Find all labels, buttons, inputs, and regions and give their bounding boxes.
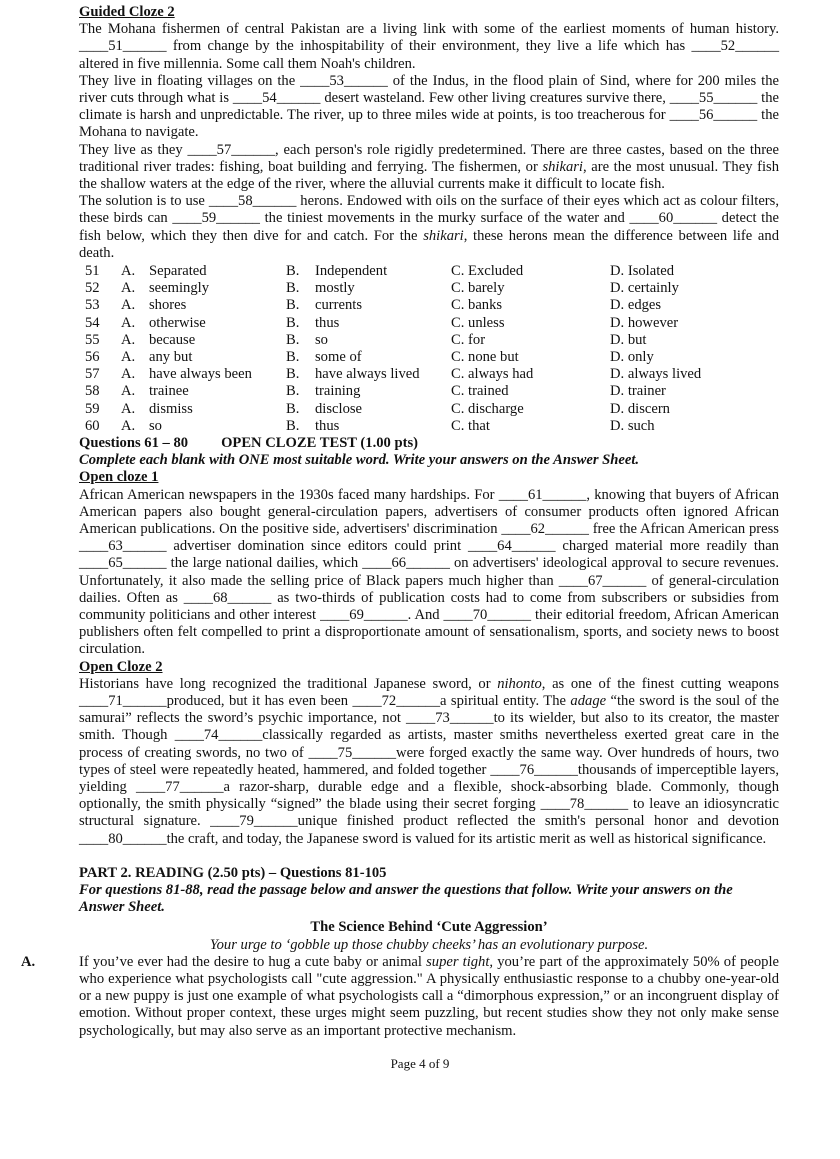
option-row-53 — [79, 297, 779, 314]
blank-80: ____80______ — [79, 830, 167, 847]
option-c: C. banks — [451, 297, 503, 314]
option-c: C. barely — [451, 280, 505, 297]
option-a: have always been — [149, 366, 252, 383]
open-cloze-section-heading — [79, 435, 779, 452]
blank-72: ____72______ — [352, 692, 440, 709]
question-number: 51 — [85, 263, 100, 280]
questions-range: Questions 61 – 80 — [79, 434, 189, 451]
text: , knowing that buyers of African American papers also bought general-circulation papers, advertisers of consumer products often ignored African American publications. On the positive side, advertisers' discrimination — [79, 486, 779, 537]
blank-64: ____64______ — [467, 538, 556, 555]
text: their editorial freedom, African American publishers often felt compelled to print a disproportionate amount of sensationalism, sports, and society news to boost circulation. — [79, 606, 779, 658]
option-d: D. but — [610, 331, 647, 348]
option-row-52 — [79, 280, 779, 297]
option-c: C. trained — [451, 383, 509, 400]
shikari-term: shikari — [423, 227, 464, 244]
blank-56: ____56______ — [669, 107, 758, 124]
text: free the African American press — [588, 520, 779, 537]
option-d: D. however — [610, 314, 679, 331]
blank-73: ____73______ — [406, 710, 494, 727]
question-number: 60 — [85, 417, 100, 434]
option-b: some of — [315, 348, 362, 365]
blank-57: ____57______ — [187, 141, 276, 158]
option-row-54 — [79, 315, 779, 332]
blank-66: ____66______ — [362, 555, 450, 572]
guided-cloze-2-heading: Guided Cloze 2 — [79, 4, 175, 20]
page-number: Page 4 of 9 — [390, 1056, 450, 1071]
option-d: D. trainer — [610, 383, 666, 400]
text: advertiser domination since editors could print — [166, 538, 468, 555]
letter-b: B. — [286, 400, 300, 417]
text: the Mohana to navigate. — [79, 107, 779, 141]
option-c: C. unless — [451, 314, 505, 331]
question-number: 54 — [85, 314, 100, 331]
blank-68: ____68______ — [183, 589, 272, 606]
blank-55: ____55______ — [669, 90, 758, 107]
blank-62: ____62______ — [501, 520, 589, 537]
part-2-instruction: For questions 81-88, read the passage below and answer the questions that follow. Write your answers on the Answer Sheet. — [79, 882, 733, 916]
letter-b: B. — [286, 366, 300, 383]
blank-60: ____60______ — [629, 210, 718, 227]
text: thousands of imperceptible layers, yielding — [79, 761, 779, 795]
option-b: have always lived — [315, 366, 420, 383]
text: of the Indus, in the flood plain of Sind, where for 200 miles the river cuts through what is — [79, 72, 780, 107]
letter-b: B. — [286, 331, 300, 348]
letter-a: A. — [121, 331, 136, 348]
option-b: Independent — [315, 263, 388, 280]
passage-title: The Science Behind ‘Cute Aggression’ — [310, 919, 548, 936]
question-number: 52 — [85, 280, 100, 297]
option-d: D. Isolated — [610, 263, 675, 280]
letter-b: B. — [286, 314, 300, 331]
blank-59: ____59______ — [172, 210, 260, 227]
option-row-56 — [79, 349, 779, 366]
option-row-60 — [79, 418, 779, 435]
text: , each person's role rigidly predetermined. There are three castes, based on the three traditional river trades: fishing, boat building and ferrying. The fishermen, or — [79, 141, 780, 175]
blank-74: ____74______ — [174, 727, 263, 744]
text: to its wielder, but also to its creator, the master smith. Though — [79, 710, 779, 744]
text: a spiritual entity. The — [440, 692, 571, 709]
option-c: C. for — [451, 331, 486, 348]
letter-a: A. — [121, 366, 136, 383]
text: “the sword is the soul of the samurai” reflects the sword’s psychic importance, not — [79, 692, 779, 727]
option-b: thus — [315, 314, 340, 331]
blank-67: ____67______ — [558, 572, 647, 589]
text: produced, but it has even been — [166, 692, 353, 709]
text: , are the most unusual. They fish the shallow waters at the edge of the river, where the alluvial currents make it difficult to locate fish. — [79, 158, 779, 193]
option-b: training — [315, 383, 361, 400]
text: the climate is harsh and unpredictable. The river, up to three miles wide at points, is too treacherous for — [79, 90, 779, 124]
option-a: seemingly — [149, 280, 209, 297]
section-title: OPEN CLOZE TEST (1.00 pts) — [221, 434, 418, 451]
option-row-59 — [79, 401, 779, 418]
blank-63: ____63______ — [79, 538, 167, 555]
option-c: C. Excluded — [451, 263, 524, 280]
blank-79: ____79______ — [210, 813, 298, 830]
option-row-55 — [79, 332, 779, 349]
text: detect the fish below, which they then dive for and catch. For the — [79, 210, 779, 244]
option-d: D. certainly — [610, 280, 679, 297]
question-number: 58 — [85, 383, 100, 400]
letter-a: A. — [121, 280, 136, 297]
gc2-paragraph-4 — [79, 193, 779, 262]
emphasis: super tight, — [426, 953, 494, 970]
option-c: C. always had — [451, 366, 534, 383]
blank-58: ____58______ — [208, 193, 297, 210]
option-b: mostly — [315, 280, 355, 297]
option-a: any but — [149, 348, 193, 365]
option-b: thus — [315, 417, 340, 434]
question-number: 56 — [85, 348, 100, 365]
blank-78: ____78______ — [540, 796, 629, 813]
part-2-heading: PART 2. READING (2.50 pts) – Questions 81-105 — [79, 864, 387, 881]
option-b: so — [315, 331, 328, 348]
blank-61: ____61______ — [498, 486, 587, 503]
text: the tiniest movements in the murky surface of the water and — [259, 210, 630, 227]
option-row-58 — [79, 383, 779, 400]
text: a razor-sharp, durable edge and a flexible, shock-absorbing blade. Commonly, though optionally, the smith physically “signed” the blade using their secret forging — [79, 778, 779, 813]
text: desert wasteland. Few other living creatures survive there, — [320, 90, 670, 107]
option-b: disclose — [315, 400, 363, 417]
blank-69: ____69______ — [320, 606, 408, 623]
letter-b: B. — [286, 417, 300, 434]
blank-54: ____54______ — [232, 90, 321, 107]
option-a: otherwise — [149, 314, 206, 331]
text: . And — [407, 606, 444, 623]
text: on advertisers' ideological approval to secure revenues. Unfortunately, it also made the selling price of Black papers much higher than — [79, 555, 779, 589]
text: The solution is to use — [79, 193, 209, 210]
letter-b: B. — [286, 280, 300, 297]
gc2-paragraph-3 — [79, 142, 779, 194]
question-number: 57 — [85, 366, 100, 383]
text: altered in five millennia. Some call them Noah's children. — [79, 55, 416, 72]
question-number: 59 — [85, 400, 100, 417]
shikari-term: shikari — [542, 158, 583, 175]
blank-52: ____52______ — [691, 38, 779, 55]
passage-subtitle: Your urge to ‘gobble up those chubby cheeks’ has an evolutionary purpose. — [209, 936, 649, 953]
blank-53: ____53______ — [300, 72, 388, 89]
open-cloze-instruction: Complete each blank with ONE most suitable word. Write your answers on the Answer Sheet. — [79, 452, 640, 469]
text: as two-thirds of publication costs had to come from subscribers or subsidies from community politicians and other interest — [79, 589, 779, 623]
letter-b: B. — [286, 348, 300, 365]
question-number: 55 — [85, 331, 100, 348]
blank-76: ____76______ — [490, 761, 578, 778]
option-b: currents — [315, 297, 363, 314]
text: The Mohana fishermen of central Pakistan are a living link with some of the earliest moments of human history. — [79, 21, 779, 38]
page-content — [21, 4, 780, 1040]
text: If you’ve ever had the desire to hug a cute baby or animal — [79, 953, 427, 970]
nihonto-term: nihonto — [497, 675, 542, 692]
blank-70: ____70______ — [443, 606, 532, 623]
adage-term: adage — [570, 692, 607, 709]
text: They live in floating villages on the — [79, 72, 301, 89]
blank-51: ____51______ — [79, 38, 167, 55]
text: the large national dailies, which — [166, 555, 363, 572]
text: of general-circulation dailies. Often as — [79, 572, 779, 606]
option-d: D. such — [610, 417, 655, 434]
text: to leave an idiosyncratic structural signature. — [79, 796, 779, 830]
gc2-paragraph-2 — [79, 73, 779, 142]
paragraph-letter: A. — [21, 953, 36, 970]
gc2-paragraph-1 — [79, 21, 779, 73]
text: Historians have long recognized the traditional Japanese sword, or — [79, 675, 498, 692]
option-a: dismiss — [149, 400, 193, 417]
passage-paragraph-a — [21, 953, 779, 1040]
open-cloze-1-paragraph — [79, 487, 779, 659]
letter-a: A. — [121, 417, 136, 434]
text: classically regarded as artists, master smiths nevertheless exerted great care in the process of creating swords, no two of — [79, 727, 779, 761]
option-d: D. discern — [610, 400, 670, 417]
open-cloze-2-paragraph — [79, 676, 779, 848]
text: the craft, and today, the Japanese sword is valued for its artistic merit as well as historical significance. — [166, 830, 767, 847]
text: , as one of the finest cutting weapons — [541, 675, 779, 692]
blank-71: ____71______ — [79, 692, 167, 709]
option-d: D. always lived — [610, 366, 702, 383]
letter-b: B. — [286, 263, 300, 280]
letter-b: B. — [286, 297, 300, 314]
letter-a: A. — [121, 297, 136, 314]
option-d: D. edges — [610, 297, 662, 314]
option-c: C. discharge — [451, 400, 524, 417]
option-a: because — [149, 331, 196, 348]
options-table — [79, 263, 779, 435]
letter-b: B. — [286, 383, 300, 400]
letter-a: A. — [121, 383, 136, 400]
blank-77: ____77______ — [135, 778, 224, 795]
text: , these herons mean the difference between life and death. — [79, 227, 779, 261]
letter-a: A. — [121, 400, 136, 417]
option-c: C. that — [451, 417, 490, 434]
question-number: 53 — [85, 297, 100, 314]
option-a: so — [149, 417, 162, 434]
open-cloze-2-heading: Open Cloze 2 — [79, 658, 163, 675]
blank-75: ____75______ — [308, 744, 397, 761]
option-a: trainee — [149, 383, 189, 400]
open-cloze-1-heading: Open cloze 1 — [79, 469, 159, 486]
option-a: shores — [149, 297, 187, 314]
option-a: Separated — [149, 263, 207, 280]
letter-a: A. — [121, 314, 136, 331]
option-row-51 — [79, 263, 779, 280]
blank-65: ____65______ — [79, 555, 167, 572]
text: unique finished product reflected the smith's personal honor and devotion — [297, 813, 779, 830]
option-d: D. only — [610, 348, 654, 365]
text: charged material more readily than — [555, 538, 779, 555]
text: were forged exactly the same way. Over hundreds of hours, two types of steel were repeatedly heated, hammered, and folded together — [79, 744, 779, 778]
text: African American newspapers in the 1930s faced many hardships. For — [79, 486, 499, 503]
option-row-57 — [79, 366, 779, 383]
letter-a: A. — [121, 263, 136, 280]
text: They live as they — [79, 141, 188, 158]
text: from change by the inhospitability of their environment, they live a life which has — [166, 38, 692, 55]
option-c: C. none but — [451, 348, 519, 365]
text: herons. Endowed with oils on the surface of their eyes which act as colour filters, these birds can — [79, 193, 779, 227]
letter-a: A. — [121, 348, 136, 365]
text: you’re part of the approximately 50% of people who experience what psychologists call "cute aggression." A physically enthusiastic response to a chubby one-year-old or a new puppy is just one example of what psychologists call a “dimorphous expression,” or an incongruent display of emotion. Without proper context, these urges might seem puzzling, but recent studies show they not only make sense psychologically, but may also serve as an important protective mechanism. — [79, 953, 779, 1039]
